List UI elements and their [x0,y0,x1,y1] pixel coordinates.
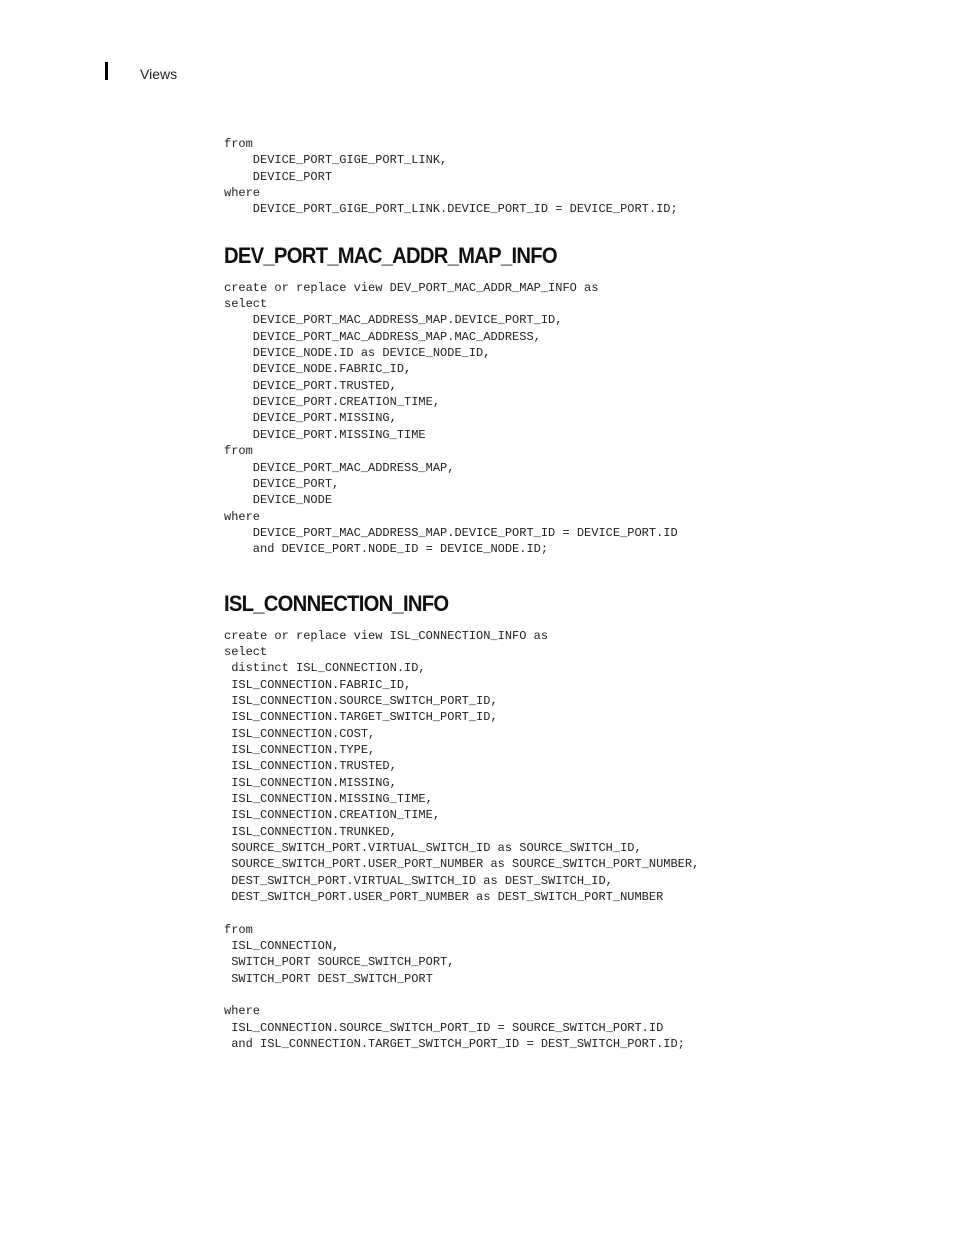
section-title-dev-port-mac-addr-map-info: DEV_PORT_MAC_ADDR_MAP_INFO [224,242,557,268]
section-title-isl-connection-info: ISL_CONNECTION_INFO [224,590,449,616]
code-block-continued: from DEVICE_PORT_GIGE_PORT_LINK, DEVICE_PORT where DEVICE_PORT_GIGE_PORT_LINK.DEVICE_PORT_ID = DEVICE_PORT.ID; [224,137,678,217]
change-bar-marker [105,62,108,80]
running-header: Views [140,66,178,82]
code-block-isl-connection-info: create or replace view ISL_CONNECTION_INFO as select distinct ISL_CONNECTION.ID, ISL_CONNECTION.FABRIC_ID, ISL_CONNECTION.SOURCE_SWITCH_PORT_ID, ISL_CONNECTION.TARGET_SWITCH_PORT_ID, ISL_CONNECTION.COST, ISL_CONNECTION.TYPE, ISL_CONNECTION.TRUSTED, ISL_CONNECTION.MISSING, ISL_CONNECTION.MISSING_TIME, ISL_CONNECTION.CREATION_TIME, ISL_CONNECTION.TRUNKED, SOURCE_SWITCH_PORT.VIRTUAL_SWITCH_ID as SOURCE_SWITCH_ID, SOURCE_SWITCH_PORT.USER_PORT_NUMBER as SOURCE_SWITCH_PORT_NUMBER, DEST_SWITCH_PORT.VIRTUAL_SWITCH_ID as DEST_SWITCH_ID, DEST_SWITCH_PORT.USER_PORT_NUMBER as DEST_SWITCH_PORT_NUMBER from ISL_CONNECTION, SWITCH_PORT SOURCE_SWITCH_PORT, SWITCH_PORT DEST_SWITCH_PORT where ISL_CONNECTION.SOURCE_SWITCH_PORT_ID = SOURCE_SWITCH_PORT.ID and ISL_CONNECTION.TARGET_SWITCH_PORT_ID = DEST_SWITCH_PORT.ID; [224,628,700,1052]
code-block-dev-port-mac-addr-map-info: create or replace view DEV_PORT_MAC_ADDR_MAP_INFO as select DEVICE_PORT_MAC_ADDRESS_MAP.DEVICE_PORT_ID, DEVICE_PORT_MAC_ADDRESS_MAP.MAC_ADDRESS, DEVICE_NODE.ID as DEVICE_NODE_ID, DEVICE_NODE.FABRIC_ID, DEVICE_PORT.TRUSTED, DEVICE_PORT.CREATION_TIME, DEVICE_PORT.MISSING, DEVICE_PORT.MISSING_TIME from DEVICE_PORT_MAC_ADDRESS_MAP, DEVICE_PORT, DEVICE_NODE where DEVICE_PORT_MAC_ADDRESS_MAP.DEVICE_PORT_ID = DEVICE_PORT.ID and DEVICE_PORT.NODE_ID = DEVICE_NODE.ID; [224,280,678,557]
page-body [224,136,924,1053]
